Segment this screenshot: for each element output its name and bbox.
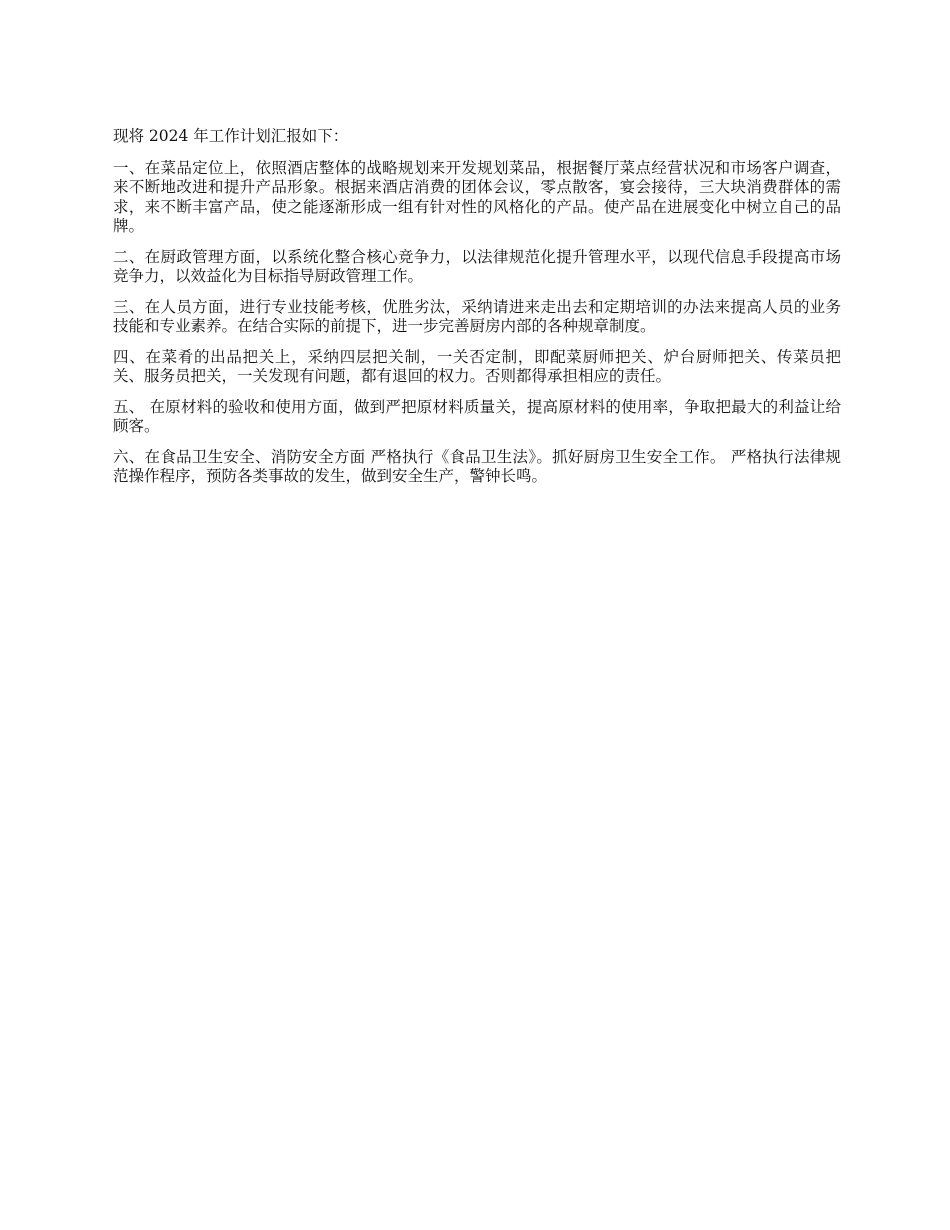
intro-paragraph: 现将 2024 年工作计划汇报如下：: [113, 127, 349, 145]
document-page: [113, 127, 841, 498]
paragraph-raw-materials: 五、 在原材料的验收和使用方面，做到严把原材料质量关，提高原材料的使用率，争取把最大的利益让给顾客。: [113, 397, 841, 435]
paragraph-kitchen-management: 二、在厨政管理方面，以系统化整合核心竞争力，以法律规范化提升管理水平，以现代信息手段提高市场竞争力，以效益化为目标指导厨政管理工作。: [113, 247, 841, 285]
paragraph-menu-positioning: 一、在菜品定位上，依照酒店整体的战略规划来开发规划菜品，根据餐厅菜点经营状况和市场客户调查，来不断地改进和提升产品形象。根据来酒店消费的团体会议，零点散客，宴会接待，三大块消费群体的需求，来不断丰富产品，使之能逐渐形成一组有针对性的风格化的产品。使产品在进展变化中树立自己的品牌。: [113, 158, 841, 235]
paragraph-food-safety: 六、在食品卫生安全、消防安全方面 严格执行《食品卫生法》。抓好厨房卫生安全工作。 严格执行法律规范操作程序，预防各类事故的发生，做到安全生产，警钟长鸣。: [113, 447, 841, 485]
paragraph-staffing: 三、在人员方面，进行专业技能考核，优胜劣汰，采纳请进来走出去和定期培训的办法来提高人员的业务技能和专业素养。在结合实际的前提下，进一步完善厨房内部的各种规章制度。: [113, 297, 841, 335]
paragraph-quality-control: 四、在菜肴的出品把关上，采纳四层把关制，一关否定制，即配菜厨师把关、炉台厨师把关、传菜员把关、服务员把关，一关发现有问题，都有退回的权力。否则都得承担相应的责任。: [113, 347, 841, 385]
